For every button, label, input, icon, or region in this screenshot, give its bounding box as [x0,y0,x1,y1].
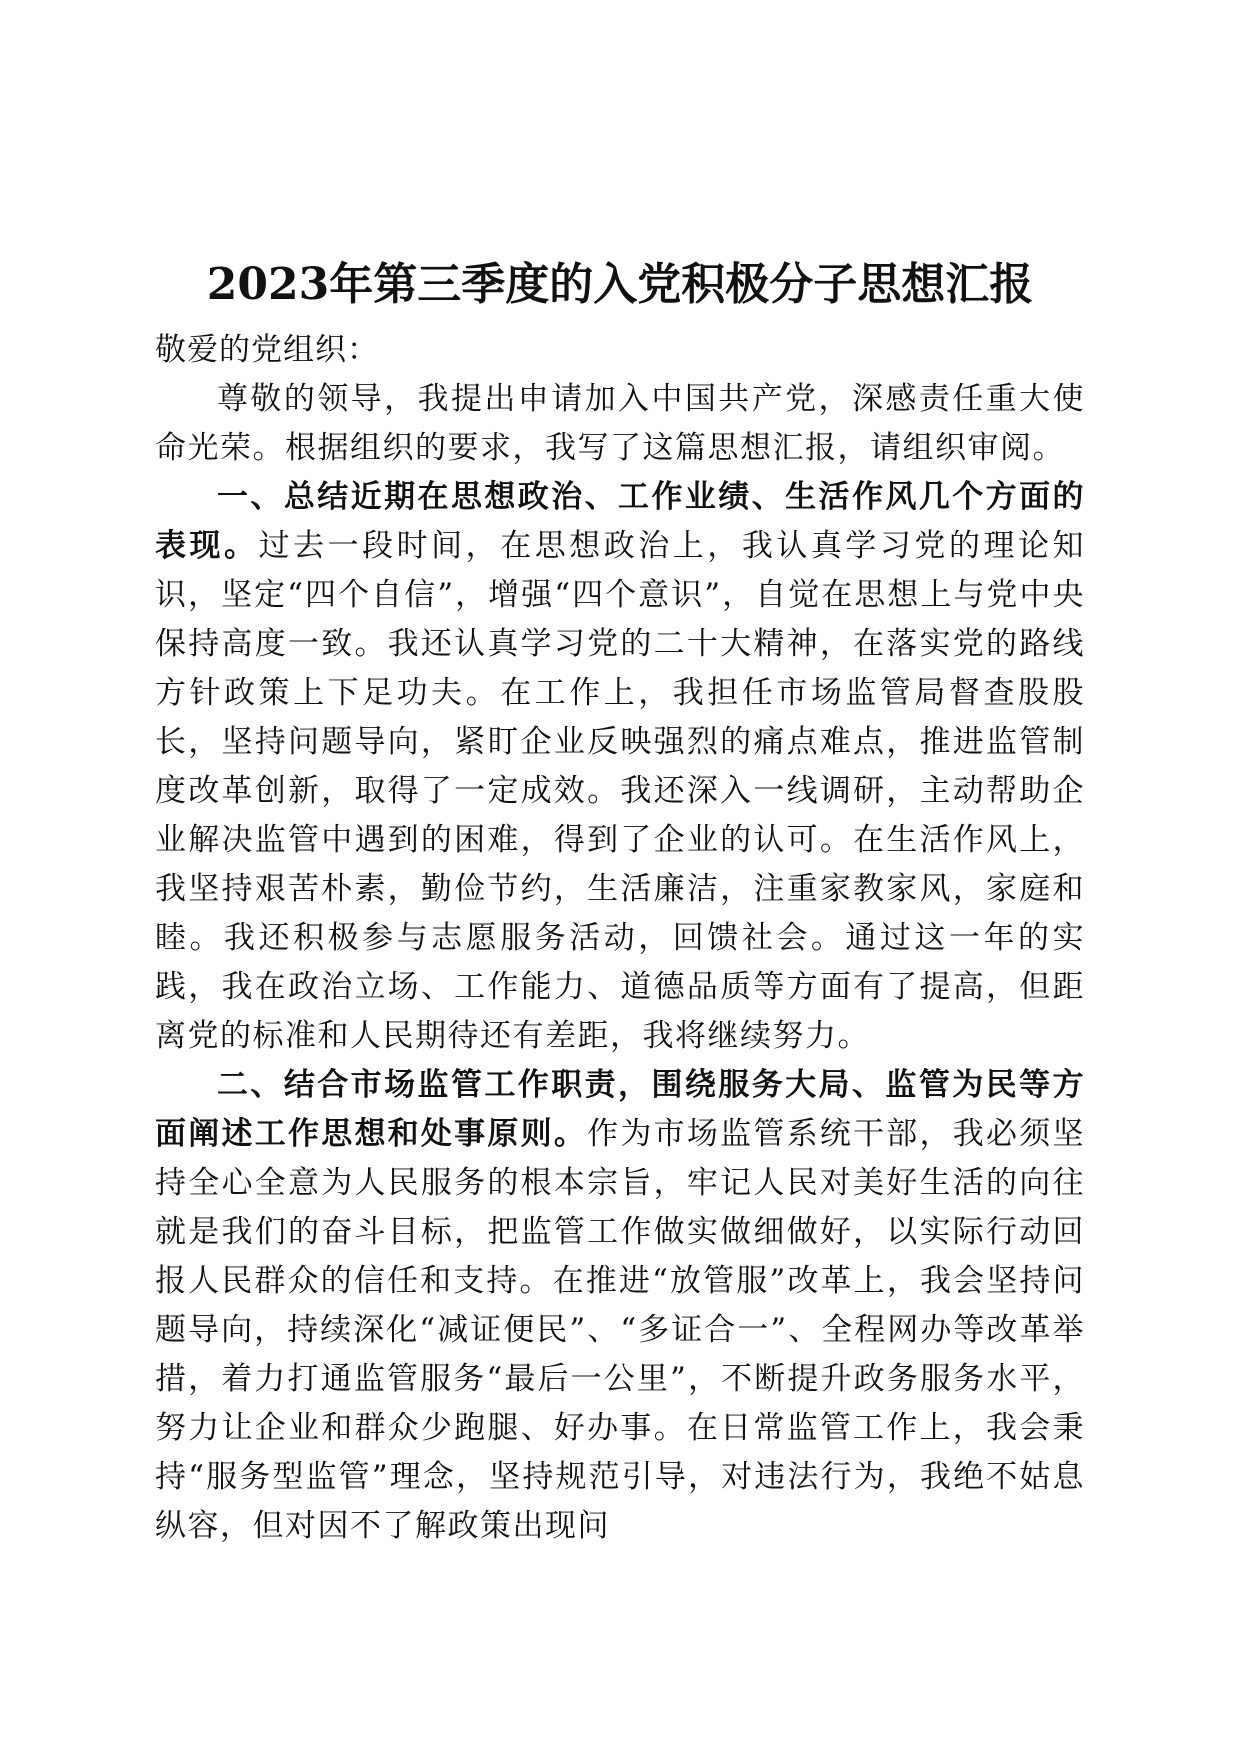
document-title: 2023年第三季度的入党积极分子思想汇报 [206,259,1034,310]
section-2-text: 作为市场监管系统干部，我必须坚持全心全意为人民服务的根本宗旨，牢记人民对美好生活的向往就是我们的奋斗目标，把监管工作做实做细做好，以实际行动回报人民群众的信任和支持。在推进“放管服”改革上，我会坚持问题导向，持续深化“减证便民”、“多证合一”、全程网办等改革举措，着力打通监管服务“最后一公里”，不断提升政务服务水平，努力让企业和群众少跑腿、好办事。在日常监管工作上，我会秉持“服务型监管”理念，坚持规范引导，对违法行为，我绝不姑息纵容，但对因不了解政策出现问 [155,1116,1086,1544]
section-1-heading: 一、总结近期在思想政治、工作业绩、生活作风几个方面的表现。 [155,479,1085,564]
paragraph-intro [155,375,1085,473]
paragraph-text: 尊敬的领导，我提出申请加入中国共产党，深感责任重大使命光荣。根据组织的要求，我写了这篇思想汇报，请组织审阅。 [155,381,1085,466]
section-2-heading: 二、结合市场监管工作职责，围绕服务大局、监管为民等方面阐述工作思想和处事原则。 [155,1067,1085,1152]
salutation: 敬爱的党组织： [155,332,379,368]
paragraph-section-2 [155,1061,1085,1551]
paragraph-section-1 [155,473,1085,1061]
section-1-text: 过去一段时间，在思想政治上，我认真学习党的理论知识，坚定“四个自信”，增强“四个意识”，自觉在思想上与党中央保持高度一致。我还认真学习党的二十大精神，在落实党的路线方针政策上下足功夫。在工作上，我担任市场监管局督查股股长，坚持问题导向，紧盯企业反映强烈的痛点难点，推进监管制度改革创新，取得了一定成效。我还深入一线调研，主动帮助企业解决监管中遇到的困难，得到了企业的认可。在生活作风上，我坚持艰苦朴素，勤俭节约，生活廉洁，注重家教家风，家庭和睦。我还积极参与志愿服务活动，回馈社会。通过这一年的实践，我在政治立场、工作能力、道德品质等方面有了提高，但距离党的标准和人民期待还有差距，我将继续努力。 [155,528,1086,1054]
document-body [155,252,1085,1551]
